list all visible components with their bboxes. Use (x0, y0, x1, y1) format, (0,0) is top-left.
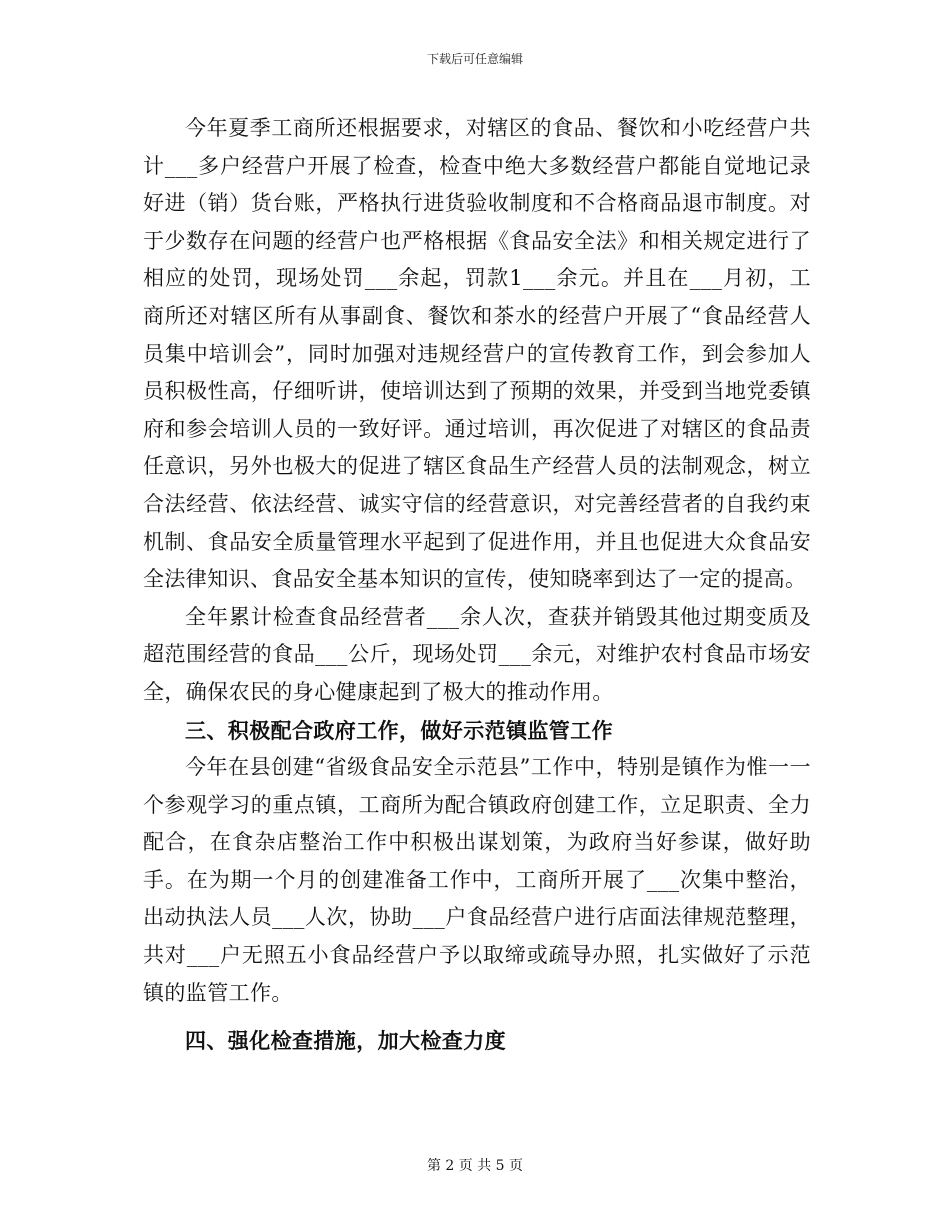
section-heading-4: 四、强化检查措施，加大检查力度 (185, 1028, 506, 1054)
paragraph-annual-inspection: 全年累计检查食品经营者___余人次，查获并销毁其他过期变质及超范围经营的食品___公斤，现场处罚___余元，对维护农村食品市场安全，确保农民的身心健康起到了极大的推动作用。 (143, 604, 811, 704)
paragraph-demo-town: 今年在县创建“省级食品安全示范县”工作中，特别是镇作为惟一一个参观学习的重点镇，工商所为配合镇政府创建工作，立足职责、全力配合，在食杂店整治工作中积极出谋划策，为政府当好参谋，做好助手。在为期一个月的创建准备工作中，工商所开展了___次集中整治，出动执法人员___人次，协助___户食品经营户进行店面法律规范整理，共对___户无照五小食品经营户予以取缔或疏导办照，扎实做好了示范镇的监管工作。 (143, 755, 811, 1005)
document-body (143, 110, 811, 1060)
page-number-footer: 第 2 页 共 5 页 (426, 1158, 524, 1174)
page-header-note: 下载后可任意编辑 (426, 52, 523, 66)
paragraph-inspection-summer: 今年夏季工商所还根据要求，对辖区的食品、餐饮和小吃经营户共计___多户经营户开展了检查，检查中绝大多数经营户都能自觉地记录好进（销）货台账，严格执行进货验收制度和不合格商品退市制度。对于少数存在问题的经营户也严格根据《食品安全法》和相关规定进行了相应的处罚，现场处罚___余起，罚款1___余元。并且在___月初，工商所还对辖区所有从事副食、餐饮和茶水的经营户开展了“食品经营人员集中培训会”，同时加强对违规经营户的宣传教育工作，到会参加人员积极性高，仔细听讲，使培训达到了预期的效果，并受到当地党委镇府和参会培训人员的一致好评。通过培训，再次促进了对辖区的食品责任意识，另外也极大的促进了辖区食品生产经营人员的法制观念，树立合法经营、依法经营、诚实守信的经营意识，对完善经营者的自我约束机制、食品安全质量管理水平起到了促进作用，并且也促进大众食品安全法律知识、食品安全基本知识的宣传，使知晓率到达了一定的提高。 (143, 116, 811, 592)
section-heading-3: 三、积极配合政府工作，做好示范镇监管工作 (185, 717, 613, 743)
